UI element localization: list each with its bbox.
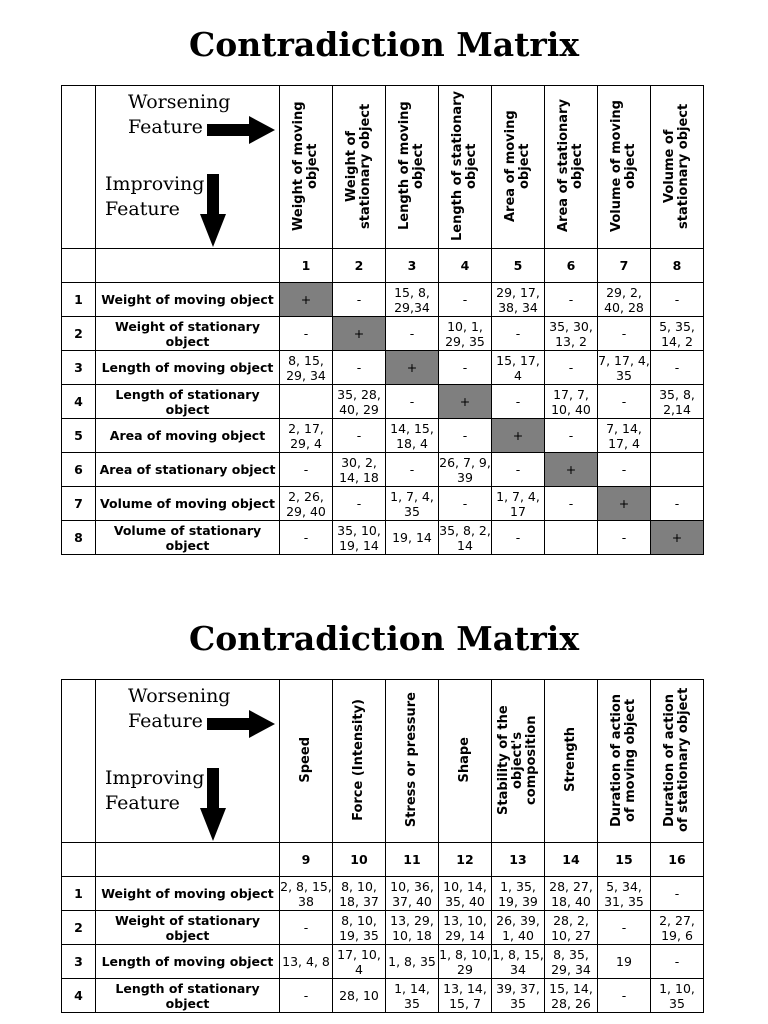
worsening-feature-text: Feature <box>128 710 203 732</box>
principle-cell: 1, 35, 19, 39 <box>492 877 545 911</box>
principle-cell: - <box>439 283 492 317</box>
principle-cell: 19, 14 <box>386 521 439 555</box>
principle-cell: 13, 10, 29, 14 <box>439 911 492 945</box>
principle-cell: 1, 7, 4, 35 <box>386 487 439 521</box>
row-feature-label: Weight of stationary object <box>96 911 280 945</box>
principle-cell: 2, 27, 19, 6 <box>651 911 704 945</box>
principle-cell: - <box>651 351 704 385</box>
principle-cell: - <box>280 521 333 555</box>
column-number: 5 <box>492 249 545 283</box>
column-feature-label: Volume of moving object <box>609 99 638 232</box>
principle-cell: - <box>333 487 386 521</box>
column-feature-header <box>386 86 439 249</box>
column-feature-header <box>280 86 333 249</box>
principle-cell: 1, 8, 35 <box>386 945 439 979</box>
worsening-feature-text: Worsening <box>128 685 231 707</box>
principle-cell: 1, 10, 35 <box>651 979 704 1013</box>
column-number: 10 <box>333 843 386 877</box>
principle-cell: 8, 15, 29, 34 <box>280 351 333 385</box>
principle-cell: - <box>439 419 492 453</box>
principle-cell: 29, 17, 38, 34 <box>492 283 545 317</box>
right-arrow-icon <box>207 710 277 738</box>
principle-cell: 8, 10, 19, 35 <box>333 911 386 945</box>
column-number: 4 <box>439 249 492 283</box>
blank-cell <box>62 86 96 249</box>
column-number: 2 <box>333 249 386 283</box>
column-number: 7 <box>598 249 651 283</box>
principle-cell: 15, 14, 28, 26 <box>545 979 598 1013</box>
contradiction-matrix-2 <box>61 679 704 1013</box>
principle-cell: 28, 10 <box>333 979 386 1013</box>
principle-cell: 35, 10, 19, 14 <box>333 521 386 555</box>
row-number: 4 <box>62 385 96 419</box>
principle-cell: 35, 8, 2, 14 <box>439 522 491 553</box>
matrix-1-title: Contradiction Matrix <box>188 25 579 64</box>
table-row <box>62 453 704 487</box>
principle-cell: 15, 8, 29,34 <box>386 283 439 317</box>
principle-cell: 2, 8, 15, 38 <box>280 878 332 909</box>
column-number: 6 <box>545 249 598 283</box>
principle-cell: - <box>598 979 651 1013</box>
row-feature-label: Length of moving object <box>96 945 280 979</box>
principle-cell: - <box>598 317 651 351</box>
principle-cell: 7, 14, 17, 4 <box>598 419 651 453</box>
principle-cell: - <box>492 385 545 419</box>
principle-cell: - <box>598 385 651 419</box>
diagonal-cell: + <box>333 317 386 351</box>
principle-cell: 15, 17, 4 <box>492 351 545 385</box>
principle-cell: 2, 17, 29, 4 <box>280 419 333 453</box>
principle-cell: - <box>598 911 651 945</box>
column-feature-label: Stress or pressure <box>404 691 419 828</box>
row-number: 1 <box>62 877 96 911</box>
principle-cell: 8, 10, 18, 37 <box>333 877 386 911</box>
principle-cell: - <box>651 487 704 521</box>
principle-cell <box>651 453 704 487</box>
corner-cell <box>96 86 280 249</box>
principle-cell: - <box>651 283 704 317</box>
principle-cell: - <box>386 453 439 487</box>
diagonal-cell: + <box>439 385 492 419</box>
matrix-2-title: Contradiction Matrix <box>188 619 579 658</box>
corner-cell <box>96 680 280 843</box>
row-feature-label: Volume of moving object <box>96 487 280 521</box>
row-feature-label: Length of stationary object <box>96 979 280 1013</box>
principle-cell: 1, 14, 35 <box>386 979 439 1013</box>
improving-feature-text: Improving <box>105 767 205 789</box>
blank-cell <box>62 249 96 283</box>
principle-cell: - <box>280 317 333 351</box>
principle-cell: 8, 35, 29, 34 <box>545 945 598 979</box>
principle-cell: 10, 14, 35, 40 <box>439 877 492 911</box>
column-feature-header <box>651 86 704 249</box>
principle-cell: 2, 26, 29, 40 <box>280 487 333 521</box>
table-row <box>62 419 704 453</box>
right-arrow-icon <box>207 116 277 144</box>
principle-cell: - <box>545 419 598 453</box>
table-row <box>62 351 704 385</box>
blank-cell <box>96 249 280 283</box>
blank-cell <box>96 843 280 877</box>
column-number: 16 <box>651 843 704 877</box>
principle-cell: 30, 2, 14, 18 <box>333 453 386 487</box>
principle-cell: 1, 7, 4, 17 <box>492 487 545 521</box>
principle-cell: 1, 8, 10, 29 <box>439 946 491 977</box>
row-number: 1 <box>62 283 96 317</box>
row-feature-label: Length of stationary object <box>96 385 280 419</box>
column-feature-label: Length of moving object <box>397 101 426 230</box>
column-feature-label: Force (Intensity) <box>351 698 366 821</box>
column-number-row <box>62 843 704 877</box>
principle-cell: 28, 2, 10, 27 <box>545 911 598 945</box>
principle-cell: - <box>545 487 598 521</box>
column-feature-header <box>439 680 492 843</box>
principle-cell: 13, 29, 10, 18 <box>386 911 439 945</box>
column-number: 12 <box>439 843 492 877</box>
table-row <box>62 283 704 317</box>
row-feature-label: Area of moving object <box>96 419 280 453</box>
principle-cell: - <box>333 283 386 317</box>
column-number: 11 <box>386 843 439 877</box>
column-number: 3 <box>386 249 439 283</box>
blank-cell <box>62 680 96 843</box>
row-number: 3 <box>62 351 96 385</box>
principle-cell: - <box>492 453 545 487</box>
column-feature-label: Speed <box>298 736 313 783</box>
row-number: 5 <box>62 419 96 453</box>
principle-cell: 13, 4, 8 <box>280 945 333 979</box>
principle-cell: - <box>280 453 333 487</box>
feature-header-row <box>62 680 704 843</box>
principle-cell: - <box>492 521 545 555</box>
principle-cell: 19 <box>598 945 651 979</box>
column-feature-header <box>598 680 651 843</box>
principle-cell: 26, 39, 1, 40 <box>492 911 545 945</box>
principle-cell: - <box>598 453 651 487</box>
column-feature-header <box>280 680 333 843</box>
principle-cell: - <box>598 521 651 555</box>
column-number: 14 <box>545 843 598 877</box>
table-row <box>62 521 704 555</box>
worsening-feature-text: Feature <box>128 116 203 138</box>
column-feature-label: Area of stationary object <box>556 99 585 232</box>
diagonal-cell: + <box>651 521 704 555</box>
diagonal-cell: + <box>280 283 333 317</box>
column-number: 13 <box>492 843 545 877</box>
column-feature-header <box>492 680 545 843</box>
principle-cell: 17, 10, 4 <box>333 945 386 979</box>
principle-cell: - <box>386 317 439 351</box>
principle-cell: - <box>333 419 386 453</box>
principle-cell <box>280 385 333 419</box>
column-feature-label: Stability of the object's composition <box>496 704 539 815</box>
principle-cell: 7, 17, 4, 35 <box>598 352 650 383</box>
column-feature-header <box>439 86 492 249</box>
principle-cell: 10, 1, 29, 35 <box>439 317 492 351</box>
principle-cell: - <box>439 487 492 521</box>
column-feature-label: Weight of stationary object <box>344 102 373 229</box>
column-feature-label: Shape <box>457 736 472 783</box>
principle-cell: 35, 30, 13, 2 <box>545 317 598 351</box>
principle-cell: - <box>280 979 333 1013</box>
column-feature-header <box>492 86 545 249</box>
row-number: 6 <box>62 453 96 487</box>
column-number: 1 <box>280 249 333 283</box>
column-feature-header <box>333 86 386 249</box>
column-feature-header <box>333 680 386 843</box>
column-feature-header <box>545 86 598 249</box>
principle-cell: 35, 8, 2,14 <box>651 385 704 419</box>
column-feature-label: Strength <box>563 727 578 792</box>
principle-cell: - <box>386 385 439 419</box>
row-number: 3 <box>62 945 96 979</box>
principle-cell: 1, 8, 15, 34 <box>492 946 544 977</box>
principle-cell: 5, 34, 31, 35 <box>598 877 651 911</box>
principle-cell <box>651 419 704 453</box>
principle-cell: - <box>492 317 545 351</box>
table-row <box>62 317 704 351</box>
column-feature-header <box>545 680 598 843</box>
table-row <box>62 385 704 419</box>
row-number: 2 <box>62 911 96 945</box>
row-number: 8 <box>62 521 96 555</box>
improving-feature-label <box>105 766 204 816</box>
principle-cell: 26, 7, 9, 39 <box>439 454 491 485</box>
row-number: 7 <box>62 487 96 521</box>
principle-cell: - <box>439 351 492 385</box>
worsening-feature-text: Worsening <box>128 91 231 113</box>
diagonal-cell: + <box>598 487 651 521</box>
table-row <box>62 877 704 911</box>
row-feature-label: Weight of stationary object <box>96 317 280 351</box>
improving-feature-text: Feature <box>105 792 180 814</box>
principle-cell: - <box>545 283 598 317</box>
principle-cell <box>545 521 598 555</box>
improving-feature-label <box>105 172 204 222</box>
table-row <box>62 911 704 945</box>
diagonal-cell: + <box>492 419 545 453</box>
feature-header-row <box>62 86 704 249</box>
row-feature-label: Weight of moving object <box>96 877 280 911</box>
principle-cell: 28, 27, 18, 40 <box>545 877 598 911</box>
improving-feature-text: Feature <box>105 198 180 220</box>
diagonal-cell: + <box>386 351 439 385</box>
column-number: 9 <box>280 843 333 877</box>
principle-cell: 5, 35, 14, 2 <box>651 317 704 351</box>
column-feature-header <box>386 680 439 843</box>
contradiction-matrix-1 <box>61 85 704 555</box>
down-arrow-icon <box>199 768 227 842</box>
row-number: 2 <box>62 317 96 351</box>
principle-cell: - <box>651 877 704 911</box>
principle-cell: 39, 37, 35 <box>492 979 545 1013</box>
column-feature-header <box>651 680 704 843</box>
principle-cell: 35, 28, 40, 29 <box>333 385 386 419</box>
blank-cell <box>62 843 96 877</box>
principle-cell: 10, 36, 37, 40 <box>386 877 439 911</box>
column-feature-label: Duration of action of moving object <box>609 692 638 827</box>
column-feature-label: Length of stationary object <box>450 90 479 241</box>
principle-cell: 14, 15, 18, 4 <box>386 419 439 453</box>
principle-cell: 29, 2, 40, 28 <box>598 283 651 317</box>
row-feature-label: Volume of stationary object <box>96 521 280 555</box>
principle-cell: - <box>333 351 386 385</box>
column-feature-header <box>598 86 651 249</box>
table-row <box>62 487 704 521</box>
row-number: 4 <box>62 979 96 1013</box>
column-feature-label: Weight of moving object <box>291 100 320 231</box>
column-feature-label: Duration of action of stationary object <box>662 687 691 832</box>
row-feature-label: Weight of moving object <box>96 283 280 317</box>
principle-cell: - <box>280 911 333 945</box>
column-number: 15 <box>598 843 651 877</box>
row-feature-label: Area of stationary object <box>96 453 280 487</box>
column-number: 8 <box>651 249 704 283</box>
principle-cell: - <box>651 945 704 979</box>
principle-cell: 13, 14, 15, 7 <box>439 979 492 1013</box>
column-number-row <box>62 249 704 283</box>
principle-cell: - <box>545 351 598 385</box>
table-row <box>62 945 704 979</box>
table-row <box>62 979 704 1013</box>
row-feature-label: Length of moving object <box>96 351 280 385</box>
column-feature-label: Area of moving object <box>503 109 532 222</box>
down-arrow-icon <box>199 174 227 248</box>
column-feature-label: Volume of stationary object <box>662 102 691 229</box>
diagonal-cell: + <box>545 453 598 487</box>
principle-cell: 17, 7, 10, 40 <box>545 385 598 419</box>
improving-feature-text: Improving <box>105 173 205 195</box>
